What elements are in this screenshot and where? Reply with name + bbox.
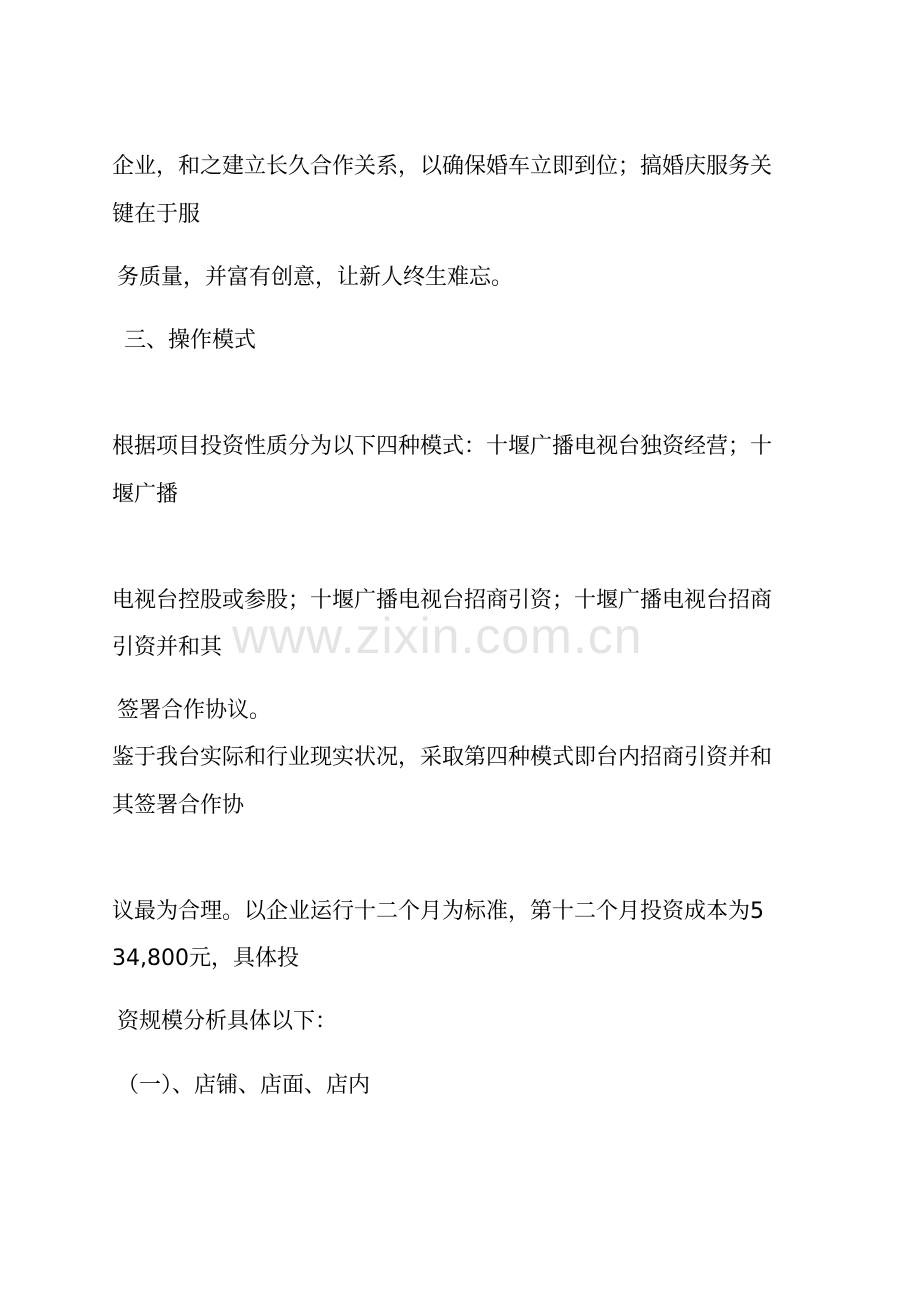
paragraph-line-6: 堰广播 (112, 482, 179, 507)
paragraph-line-3: 务质量，并富有创意，让新人终生难忘。 (117, 265, 514, 290)
paragraph-line-14: 资规模分析具体以下： (117, 1009, 338, 1034)
paragraph-line-2: 键在于服 (112, 202, 201, 227)
paragraph-line-5: 根据项目投资性质分为以下四种模式：十堰广播电视台独资经营；十 (112, 434, 773, 459)
section-heading: 三、操作模式 (124, 328, 257, 353)
subsection-heading: （一）、店铺、店面、店内 (117, 1073, 371, 1098)
watermark: www.zixin.com.cn (232, 608, 643, 664)
paragraph-line-7: 电视台控股或参股；十堰广播电视台招商引资；十堰广播电视台招商 (112, 588, 773, 613)
paragraph-line-11: 其签署合作协 (112, 793, 245, 818)
paragraph-line-13: 34,800元，具体投 (112, 946, 299, 971)
paragraph-line-12: 议最为合理。以企业运行十二个月为标准，第十二个月投资成本为5 (112, 899, 764, 924)
paragraph-line-8: 引资并和其 (112, 635, 223, 660)
paragraph-line-9: 签署合作协议。 (117, 698, 272, 723)
paragraph-line-1: 企业，和之建立长久合作关系，以确保婚车立即到位；搞婚庆服务关 (112, 154, 773, 179)
paragraph-line-10: 鉴于我台实际和行业现实状况，采取第四种模式即台内招商引资并和 (112, 745, 773, 770)
